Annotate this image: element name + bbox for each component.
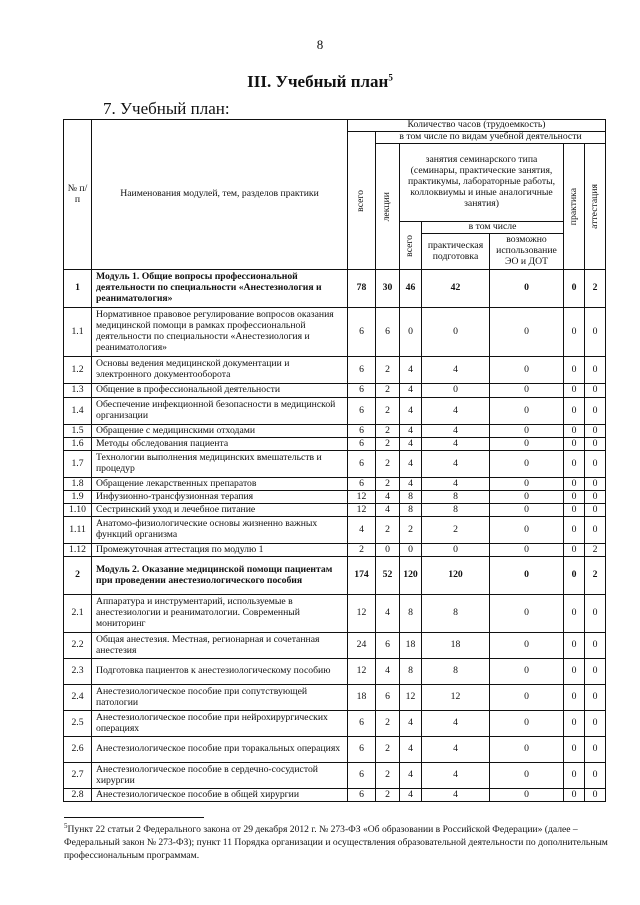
table-row: [64, 789, 606, 802]
row-practical-training: 4: [422, 398, 490, 425]
row-practical-training: 42: [422, 270, 490, 308]
row-practice: 0: [564, 711, 585, 737]
row-total: 6: [348, 357, 376, 384]
table-row: [64, 357, 606, 384]
row-practice: 0: [564, 633, 585, 659]
row-practice: 0: [564, 685, 585, 711]
row-lectures: 2: [376, 737, 400, 763]
table-row: [64, 504, 606, 517]
row-attestation: 0: [585, 517, 606, 544]
row-total: 12: [348, 659, 376, 685]
row-total: 12: [348, 595, 376, 633]
row-eo-dot: 0: [490, 504, 564, 517]
row-number: 2.4: [64, 685, 92, 711]
row-eo-dot: 0: [490, 398, 564, 425]
subtitle: 7. Учебный план:: [103, 99, 230, 118]
header-lectures-label: лекции: [381, 191, 393, 222]
row-lectures: 6: [376, 685, 400, 711]
row-number: 1.7: [64, 451, 92, 478]
row-practical-training: 4: [422, 478, 490, 491]
row-name: Обращение с медицинскими отходами: [92, 425, 348, 438]
row-name: Методы обследования пациента: [92, 438, 348, 451]
row-practical-training: 4: [422, 451, 490, 478]
table-row: [64, 711, 606, 737]
row-attestation: 0: [585, 384, 606, 398]
row-seminar-total: 4: [400, 478, 422, 491]
row-name: Анестезиологическое пособие в сердечно-сосудистой хирургии: [92, 763, 348, 789]
header-number: № п/п: [64, 120, 92, 270]
row-practice: 0: [564, 557, 585, 595]
row-attestation: 0: [585, 789, 606, 802]
row-lectures: 0: [376, 544, 400, 557]
row-practice: 0: [564, 438, 585, 451]
row-lectures: 2: [376, 789, 400, 802]
row-practical-training: 8: [422, 491, 490, 504]
row-total: 6: [348, 711, 376, 737]
row-practice: 0: [564, 478, 585, 491]
row-practical-training: 8: [422, 504, 490, 517]
footnote-mark: 5: [64, 822, 68, 830]
page-number: 8: [316, 37, 324, 52]
table-row: [64, 544, 606, 557]
row-name: Анестезиологическое пособие в общей хирургии: [92, 789, 348, 802]
row-practical-training: 0: [422, 544, 490, 557]
table-row: [64, 763, 606, 789]
row-attestation: 0: [585, 633, 606, 659]
row-name: Анатомо-физиологические основы жизненно важных функций организма: [92, 517, 348, 544]
row-practical-training: 4: [422, 789, 490, 802]
row-practical-training: 8: [422, 659, 490, 685]
row-practice: 0: [564, 789, 585, 802]
header-seminar-total-label: всего: [404, 234, 416, 257]
row-attestation: 0: [585, 737, 606, 763]
header-attestation: [585, 144, 606, 270]
row-lectures: 52: [376, 557, 400, 595]
row-seminar-total: 8: [400, 491, 422, 504]
row-practice: 0: [564, 544, 585, 557]
row-name: Модуль 2. Оказание медицинской помощи пациентам при проведении анестезиологического пособия: [92, 557, 348, 595]
row-eo-dot: 0: [490, 737, 564, 763]
table-body: [64, 270, 606, 802]
row-name: Обращение лекарственных препаратов: [92, 478, 348, 491]
row-attestation: 2: [585, 557, 606, 595]
row-number: 1.9: [64, 491, 92, 504]
row-lectures: 2: [376, 357, 400, 384]
header-seminar-total: [400, 222, 422, 270]
header-practice-label: практика: [567, 187, 579, 226]
header-practice: [564, 144, 585, 270]
row-number: 2.1: [64, 595, 92, 633]
row-attestation: 0: [585, 357, 606, 384]
row-practical-training: 4: [422, 763, 490, 789]
row-practice: 0: [564, 384, 585, 398]
row-name: Сестринский уход и лечебное питание: [92, 504, 348, 517]
row-practical-training: 2: [422, 517, 490, 544]
row-number: 2.3: [64, 659, 92, 685]
row-number: 2.8: [64, 789, 92, 802]
row-name: Анестезиологическое пособие при нейрохирургических операциях: [92, 711, 348, 737]
table-row: [64, 595, 606, 633]
row-practical-training: 4: [422, 438, 490, 451]
row-practical-training: 4: [422, 711, 490, 737]
table-row: [64, 425, 606, 438]
row-practice: 0: [564, 308, 585, 357]
header-incl: в том числе: [422, 222, 564, 234]
row-practical-training: 8: [422, 595, 490, 633]
row-total: 6: [348, 425, 376, 438]
header-total-label: всего: [355, 189, 367, 212]
row-practice: 0: [564, 491, 585, 504]
row-total: 6: [348, 308, 376, 357]
row-seminar-total: 4: [400, 438, 422, 451]
row-eo-dot: 0: [490, 425, 564, 438]
row-seminar-total: 4: [400, 737, 422, 763]
row-eo-dot: 0: [490, 763, 564, 789]
header-seminars: занятия семинарского типа (семинары, практические занятия, практикумы, лабораторные работы, коллоквиумы и иные аналогичные занятия): [400, 144, 564, 222]
row-seminar-total: 8: [400, 659, 422, 685]
row-eo-dot: 0: [490, 478, 564, 491]
table-row: [64, 517, 606, 544]
row-practice: 0: [564, 504, 585, 517]
row-eo-dot: 0: [490, 517, 564, 544]
row-eo-dot: 0: [490, 544, 564, 557]
row-attestation: 0: [585, 438, 606, 451]
row-name: Промежуточная аттестация по модулю 1: [92, 544, 348, 557]
row-attestation: 2: [585, 544, 606, 557]
row-attestation: 0: [585, 478, 606, 491]
row-attestation: 2: [585, 270, 606, 308]
row-seminar-total: 4: [400, 384, 422, 398]
row-seminar-total: 46: [400, 270, 422, 308]
row-total: 18: [348, 685, 376, 711]
row-name: Основы ведения медицинской документации и электронного документооборота: [92, 357, 348, 384]
row-practice: 0: [564, 595, 585, 633]
row-attestation: 0: [585, 711, 606, 737]
row-practical-training: 12: [422, 685, 490, 711]
row-practical-training: 18: [422, 633, 490, 659]
row-lectures: 4: [376, 504, 400, 517]
row-name: Анестезиологическое пособие при сопутствующей патологии: [92, 685, 348, 711]
row-lectures: 2: [376, 384, 400, 398]
row-seminar-total: 12: [400, 685, 422, 711]
row-eo-dot: 0: [490, 357, 564, 384]
table-row: [64, 398, 606, 425]
row-seminar-total: 4: [400, 789, 422, 802]
row-practical-training: 4: [422, 357, 490, 384]
table-row: [64, 633, 606, 659]
row-eo-dot: 0: [490, 595, 564, 633]
row-total: 6: [348, 763, 376, 789]
row-practice: 0: [564, 425, 585, 438]
table-row: [64, 685, 606, 711]
row-practice: 0: [564, 357, 585, 384]
row-attestation: 0: [585, 398, 606, 425]
header-name: Наименования модулей, тем, разделов практики: [92, 120, 348, 270]
row-number: 2.5: [64, 711, 92, 737]
row-total: 174: [348, 557, 376, 595]
table-row: [64, 478, 606, 491]
row-name: Технологии выполнения медицинских вмешательств и процедур: [92, 451, 348, 478]
row-number: 2.6: [64, 737, 92, 763]
row-name: Модуль 1. Общие вопросы профессиональной деятельности по специальности «Анестезиология и реаниматология»: [92, 270, 348, 308]
row-attestation: 0: [585, 491, 606, 504]
row-number: 1: [64, 270, 92, 308]
row-seminar-total: 18: [400, 633, 422, 659]
row-practice: 0: [564, 737, 585, 763]
row-attestation: 0: [585, 451, 606, 478]
row-number: 1.8: [64, 478, 92, 491]
footnote-reference: 5: [388, 72, 393, 83]
row-name: Подготовка пациентов к анестезиологическому пособию: [92, 659, 348, 685]
row-practice: 0: [564, 451, 585, 478]
row-practical-training: 4: [422, 425, 490, 438]
row-total: 12: [348, 504, 376, 517]
row-practice: 0: [564, 270, 585, 308]
row-number: 1.12: [64, 544, 92, 557]
row-eo-dot: 0: [490, 270, 564, 308]
row-lectures: 30: [376, 270, 400, 308]
row-eo-dot: 0: [490, 685, 564, 711]
row-total: 6: [348, 478, 376, 491]
row-name: Обеспечение инфекционной безопасности в медицинской организации: [92, 398, 348, 425]
row-eo-dot: 0: [490, 659, 564, 685]
row-eo-dot: 0: [490, 711, 564, 737]
header-hours-group: Количество часов (трудоемкость): [348, 120, 606, 132]
row-number: 1.3: [64, 384, 92, 398]
table-row: [64, 308, 606, 357]
row-name: Анестезиологическое пособие при торакальных операциях: [92, 737, 348, 763]
row-seminar-total: 120: [400, 557, 422, 595]
row-number: 2.7: [64, 763, 92, 789]
footnote-text: Пункт 22 статьи 2 Федерального закона от 29 декабря 2012 г. № 273-ФЗ «Об образовании в Российской Федерации» (далее – Федеральный закон № 273-ФЗ); пункт 11 Порядка организации и осуществления образовательной деятельности по дополнительным профессиональным программам.: [64, 824, 608, 861]
row-attestation: 0: [585, 504, 606, 517]
row-lectures: 2: [376, 451, 400, 478]
table-row: [64, 438, 606, 451]
row-practice: 0: [564, 763, 585, 789]
row-eo-dot: 0: [490, 308, 564, 357]
row-eo-dot: 0: [490, 789, 564, 802]
row-practical-training: 4: [422, 737, 490, 763]
table-row: [64, 737, 606, 763]
header-attestation-label: аттестация: [588, 184, 600, 229]
row-seminar-total: 4: [400, 357, 422, 384]
row-name: Аппаратура и инструментарий, используемые в анестезиологии и реаниматологии. Современный мониторинг: [92, 595, 348, 633]
row-total: 6: [348, 451, 376, 478]
row-attestation: 0: [585, 685, 606, 711]
footnote: [64, 822, 612, 862]
row-attestation: 0: [585, 659, 606, 685]
row-number: 1.2: [64, 357, 92, 384]
row-lectures: 2: [376, 711, 400, 737]
row-seminar-total: 0: [400, 544, 422, 557]
row-lectures: 2: [376, 438, 400, 451]
header-lectures: [376, 144, 400, 270]
table-row: [64, 491, 606, 504]
row-attestation: 0: [585, 308, 606, 357]
footnote-divider: [64, 817, 204, 818]
row-seminar-total: 4: [400, 711, 422, 737]
row-seminar-total: 0: [400, 308, 422, 357]
row-number: 2: [64, 557, 92, 595]
row-eo-dot: 0: [490, 491, 564, 504]
row-eo-dot: 0: [490, 451, 564, 478]
section-title-text: III. Учебный план: [247, 72, 389, 91]
row-number: 1.6: [64, 438, 92, 451]
row-practical-training: 0: [422, 308, 490, 357]
row-lectures: 6: [376, 308, 400, 357]
row-number: 1.4: [64, 398, 92, 425]
row-lectures: 2: [376, 763, 400, 789]
curriculum-table: [63, 119, 606, 802]
row-number: 2.2: [64, 633, 92, 659]
row-seminar-total: 4: [400, 425, 422, 438]
row-lectures: 4: [376, 491, 400, 504]
row-total: 12: [348, 491, 376, 504]
row-number: 1.11: [64, 517, 92, 544]
row-practice: 0: [564, 398, 585, 425]
row-lectures: 6: [376, 633, 400, 659]
table-row: [64, 659, 606, 685]
row-total: 6: [348, 398, 376, 425]
row-attestation: 0: [585, 595, 606, 633]
row-lectures: 2: [376, 425, 400, 438]
row-seminar-total: 4: [400, 398, 422, 425]
row-total: 4: [348, 517, 376, 544]
row-lectures: 4: [376, 595, 400, 633]
row-name: Общение в профессиональной деятельности: [92, 384, 348, 398]
row-number: 1.1: [64, 308, 92, 357]
row-total: 6: [348, 737, 376, 763]
row-attestation: 0: [585, 763, 606, 789]
header-total: [348, 132, 376, 270]
row-lectures: 2: [376, 517, 400, 544]
row-eo-dot: 0: [490, 384, 564, 398]
row-total: 24: [348, 633, 376, 659]
row-seminar-total: 8: [400, 504, 422, 517]
row-seminar-total: 4: [400, 763, 422, 789]
row-total: 6: [348, 438, 376, 451]
table-row: [64, 384, 606, 398]
table-row: [64, 270, 606, 308]
row-name: Инфузионно-трансфузионная терапия: [92, 491, 348, 504]
row-eo-dot: 0: [490, 438, 564, 451]
row-lectures: 4: [376, 659, 400, 685]
header-eo-dot: возможно использование ЭО и ДОТ: [490, 234, 564, 270]
row-total: 2: [348, 544, 376, 557]
row-number: 1.5: [64, 425, 92, 438]
row-lectures: 2: [376, 478, 400, 491]
section-title: [0, 72, 640, 92]
table-row: [64, 557, 606, 595]
row-name: Нормативное правовое регулирование вопросов оказания медицинской помощи в рамках профессиональной деятельности по специальности «Анестезиология и реаниматология»: [92, 308, 348, 357]
row-practice: 0: [564, 659, 585, 685]
row-name: Общая анестезия. Местная, регионарная и сочетанная анестезия: [92, 633, 348, 659]
row-eo-dot: 0: [490, 557, 564, 595]
row-number: 1.10: [64, 504, 92, 517]
row-seminar-total: 2: [400, 517, 422, 544]
row-attestation: 0: [585, 425, 606, 438]
row-practical-training: 120: [422, 557, 490, 595]
row-eo-dot: 0: [490, 633, 564, 659]
row-practical-training: 0: [422, 384, 490, 398]
row-practice: 0: [564, 517, 585, 544]
header-by-type: в том числе по видам учебной деятельности: [376, 132, 606, 144]
row-total: 78: [348, 270, 376, 308]
header-practical-training: практическая подготовка: [422, 234, 490, 270]
row-total: 6: [348, 384, 376, 398]
table-row: [64, 451, 606, 478]
row-lectures: 2: [376, 398, 400, 425]
row-total: 6: [348, 789, 376, 802]
row-seminar-total: 8: [400, 595, 422, 633]
row-seminar-total: 4: [400, 451, 422, 478]
